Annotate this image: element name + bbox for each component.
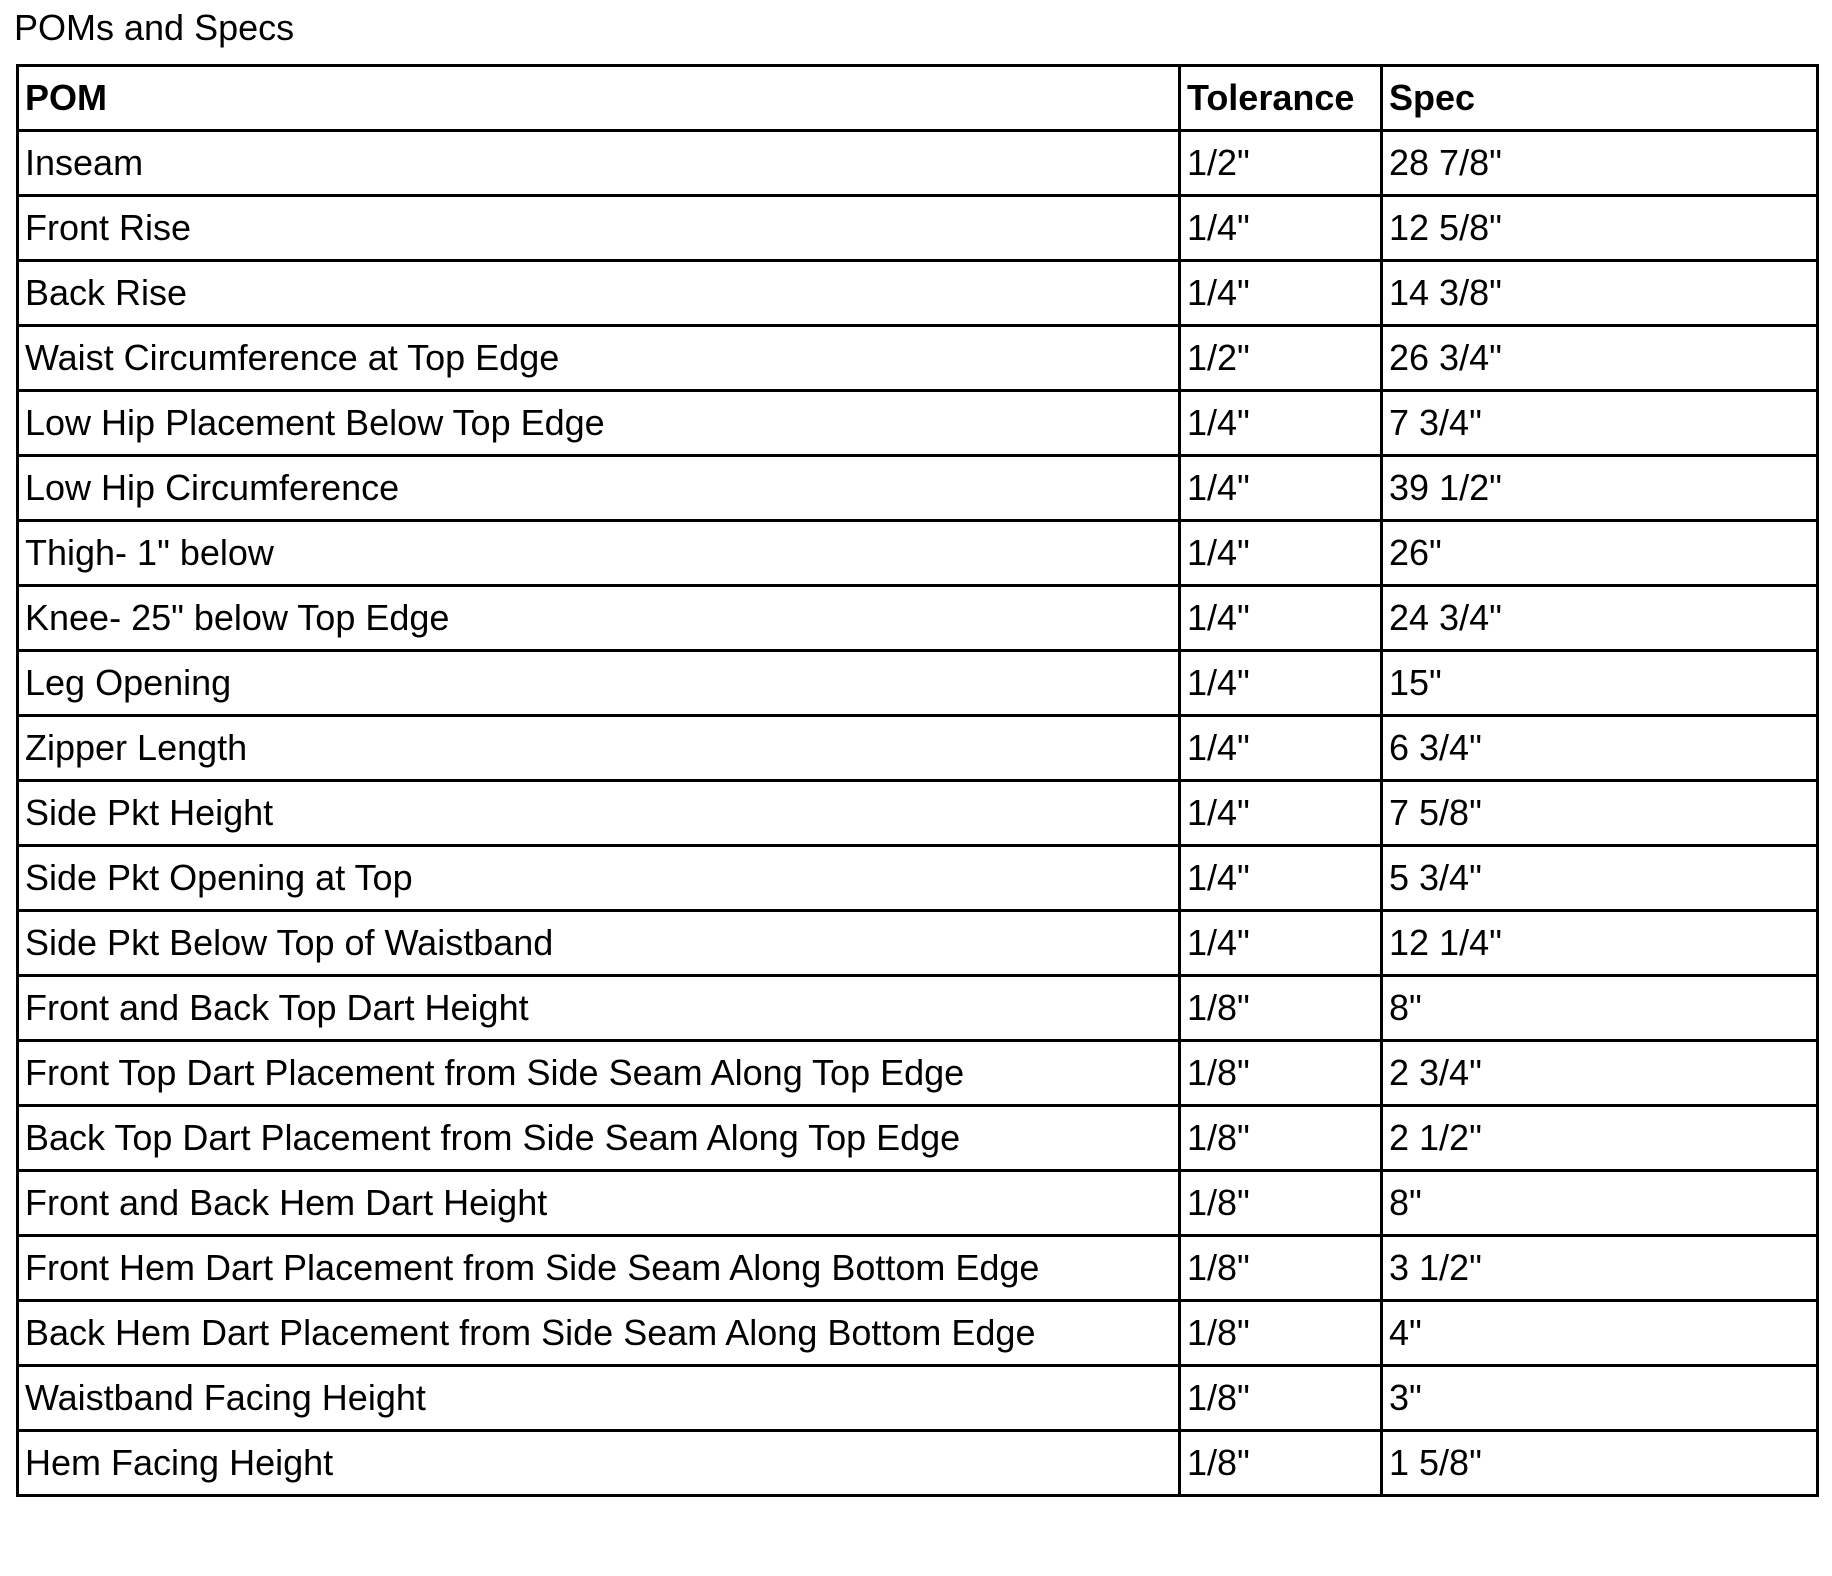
- spec-cell: 2 1/2": [1382, 1106, 1818, 1171]
- pom-cell: Low Hip Placement Below Top Edge: [18, 391, 1180, 456]
- table-row: [18, 326, 1818, 391]
- spec-cell: 15": [1382, 651, 1818, 716]
- tolerance-cell: 1/8": [1180, 1041, 1382, 1106]
- spec-cell: 5 3/4": [1382, 846, 1818, 911]
- poms-specs-table: [16, 64, 1819, 1497]
- spec-cell: 1 5/8": [1382, 1431, 1818, 1496]
- table-row: [18, 131, 1818, 196]
- tolerance-cell: 1/8": [1180, 1236, 1382, 1301]
- tolerance-cell: 1/4": [1180, 781, 1382, 846]
- tolerance-cell: 1/4": [1180, 846, 1382, 911]
- spec-cell: 26 3/4": [1382, 326, 1818, 391]
- pom-cell: Zipper Length: [18, 716, 1180, 781]
- tolerance-cell: 1/4": [1180, 391, 1382, 456]
- tolerance-cell: 1/4": [1180, 456, 1382, 521]
- pom-cell: Front and Back Top Dart Height: [18, 976, 1180, 1041]
- column-header-spec: Spec: [1382, 66, 1818, 131]
- pom-cell: Back Rise: [18, 261, 1180, 326]
- spec-cell: 12 1/4": [1382, 911, 1818, 976]
- pom-cell: Inseam: [18, 131, 1180, 196]
- spec-cell: 28 7/8": [1382, 131, 1818, 196]
- spec-cell: 8": [1382, 976, 1818, 1041]
- table-row: [18, 846, 1818, 911]
- table-header-row: [18, 66, 1818, 131]
- tolerance-cell: 1/4": [1180, 586, 1382, 651]
- tolerance-cell: 1/4": [1180, 521, 1382, 586]
- column-header-tolerance: Tolerance: [1180, 66, 1382, 131]
- pom-cell: Side Pkt Below Top of Waistband: [18, 911, 1180, 976]
- spec-cell: 3 1/2": [1382, 1236, 1818, 1301]
- tolerance-cell: 1/8": [1180, 1106, 1382, 1171]
- tolerance-cell: 1/4": [1180, 911, 1382, 976]
- table-row: [18, 911, 1818, 976]
- tolerance-cell: 1/2": [1180, 131, 1382, 196]
- tolerance-cell: 1/8": [1180, 1366, 1382, 1431]
- spec-cell: 24 3/4": [1382, 586, 1818, 651]
- table-row: [18, 521, 1818, 586]
- tolerance-cell: 1/2": [1180, 326, 1382, 391]
- table-row: [18, 781, 1818, 846]
- pom-cell: Hem Facing Height: [18, 1431, 1180, 1496]
- document-title: POMs and Specs: [14, 7, 295, 48]
- pom-cell: Side Pkt Height: [18, 781, 1180, 846]
- pom-cell: Thigh- 1" below: [18, 521, 1180, 586]
- pom-cell: Front and Back Hem Dart Height: [18, 1171, 1180, 1236]
- column-header-pom: POM: [18, 66, 1180, 131]
- spec-cell: 12 5/8": [1382, 196, 1818, 261]
- tolerance-cell: 1/8": [1180, 1171, 1382, 1236]
- spec-cell: 8": [1382, 1171, 1818, 1236]
- spec-cell: 14 3/8": [1382, 261, 1818, 326]
- tolerance-cell: 1/8": [1180, 1431, 1382, 1496]
- tolerance-cell: 1/4": [1180, 196, 1382, 261]
- pom-cell: Waist Circumference at Top Edge: [18, 326, 1180, 391]
- table-row: [18, 1301, 1818, 1366]
- table-row: [18, 196, 1818, 261]
- pom-cell: Waistband Facing Height: [18, 1366, 1180, 1431]
- table-row: [18, 716, 1818, 781]
- table-row: [18, 586, 1818, 651]
- table-body: [18, 131, 1818, 1496]
- spec-cell: 3": [1382, 1366, 1818, 1431]
- tolerance-cell: 1/4": [1180, 716, 1382, 781]
- pom-cell: Side Pkt Opening at Top: [18, 846, 1180, 911]
- pom-cell: Low Hip Circumference: [18, 456, 1180, 521]
- spec-cell: 39 1/2": [1382, 456, 1818, 521]
- pom-cell: Knee- 25" below Top Edge: [18, 586, 1180, 651]
- table-row: [18, 1431, 1818, 1496]
- table-row: [18, 456, 1818, 521]
- tolerance-cell: 1/8": [1180, 1301, 1382, 1366]
- tolerance-cell: 1/4": [1180, 651, 1382, 716]
- table-row: [18, 1366, 1818, 1431]
- pom-cell: Back Top Dart Placement from Side Seam Along Top Edge: [18, 1106, 1180, 1171]
- spec-cell: 6 3/4": [1382, 716, 1818, 781]
- pom-cell: Front Top Dart Placement from Side Seam Along Top Edge: [18, 1041, 1180, 1106]
- table-row: [18, 1041, 1818, 1106]
- table-row: [18, 1171, 1818, 1236]
- spec-cell: 4": [1382, 1301, 1818, 1366]
- spec-cell: 2 3/4": [1382, 1041, 1818, 1106]
- table-row: [18, 391, 1818, 456]
- table-row: [18, 651, 1818, 716]
- pom-cell: Leg Opening: [18, 651, 1180, 716]
- pom-cell: Front Rise: [18, 196, 1180, 261]
- spec-cell: 26": [1382, 521, 1818, 586]
- pom-cell: Back Hem Dart Placement from Side Seam Along Bottom Edge: [18, 1301, 1180, 1366]
- spec-cell: 7 3/4": [1382, 391, 1818, 456]
- tolerance-cell: 1/8": [1180, 976, 1382, 1041]
- table-row: [18, 1236, 1818, 1301]
- pom-cell: Front Hem Dart Placement from Side Seam Along Bottom Edge: [18, 1236, 1180, 1301]
- spec-cell: 7 5/8": [1382, 781, 1818, 846]
- tolerance-cell: 1/4": [1180, 261, 1382, 326]
- table-row: [18, 976, 1818, 1041]
- table-row: [18, 1106, 1818, 1171]
- table-row: [18, 261, 1818, 326]
